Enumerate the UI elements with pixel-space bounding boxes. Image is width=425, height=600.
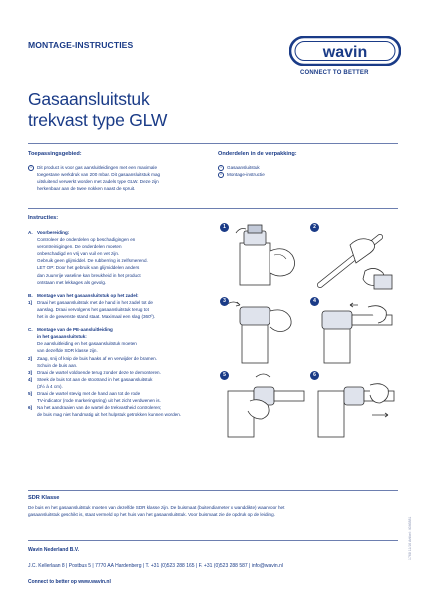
step-number: 5] xyxy=(28,390,33,396)
wavin-logo xyxy=(289,36,401,66)
toepassing-text xyxy=(28,164,213,192)
marker-2-icon: 2 xyxy=(218,172,224,178)
step-line: (3½ à 4 cm). xyxy=(37,383,63,389)
footer-slogan-link[interactable]: Connect to better op www.wavin.nl xyxy=(28,579,111,585)
instructies-section xyxy=(28,215,228,418)
onderdelen-item xyxy=(218,164,398,171)
step-c-2 xyxy=(28,355,228,369)
sdr-line: gasaansluitstuk geschikt is, staat vermeld op het huis van het gasaansluitstuk. Voor buismaat zie de opdruk op de leiding. xyxy=(28,512,275,518)
step-a xyxy=(28,229,228,286)
step-a-title: Voorbereiding: xyxy=(37,230,70,235)
step-c-4 xyxy=(28,376,228,390)
step-a-line: Controleer de onderdelen op beschadigingen en xyxy=(37,237,136,243)
step-number: 3] xyxy=(28,369,33,375)
divider-sdr xyxy=(28,490,398,491)
step-number: 4] xyxy=(28,376,33,382)
step-c xyxy=(28,326,228,354)
sdr-text xyxy=(28,504,400,518)
onderdelen-item xyxy=(218,171,398,178)
toepassing-heading: Toepassingsgebied: xyxy=(28,151,82,157)
sdr-section xyxy=(28,495,400,518)
toepassing-line: Dit product is voor gas aansluitleidingen met een maximale xyxy=(37,165,158,170)
step-number: 6] xyxy=(28,405,33,411)
figure-number-badge: 5 xyxy=(220,371,229,380)
figure-4 xyxy=(310,297,398,365)
sdr-line: De buis en het gasaansluitstuk moeten van dezelfde SDR klasse zijn. De buismaat (buitendiameter x wanddikte) waarvoor het xyxy=(28,505,285,510)
pull-test-illustration xyxy=(310,371,398,439)
onderdelen-section xyxy=(218,151,398,178)
fitting-hand-illustration xyxy=(220,223,308,291)
figure-number-badge: 1 xyxy=(220,223,229,232)
divider-top xyxy=(28,143,398,144)
step-a-line: onbeschadigd en vrij van vuil en vet zijn. xyxy=(37,251,120,257)
step-c-3 xyxy=(28,369,228,376)
step-b-label: B. xyxy=(28,292,33,298)
step-c-title: in het gasaansluitstuk: xyxy=(37,334,87,340)
title-line-1: Gasaansluitstuk xyxy=(28,89,150,109)
figure-number-badge: 3 xyxy=(220,297,229,306)
figure-number-badge: 6 xyxy=(310,371,319,380)
toepassing-line: herkenbaar aan de twee nokken naast de spruit. xyxy=(37,186,136,192)
step-number: 1] xyxy=(28,299,33,305)
step-a-label: A. xyxy=(28,230,33,235)
step-c-5 xyxy=(28,390,228,404)
step-line: aanslag. Draai vervolgens het gasaansluitstuk terug tot xyxy=(37,306,149,312)
step-line: Draai de wartel voldoende terug zonder deze te demonteren. xyxy=(37,369,161,375)
figure-1 xyxy=(220,223,308,291)
step-number: 2] xyxy=(28,355,33,361)
pipe-cutter-illustration xyxy=(310,223,398,291)
step-line: de buis mag niet handmatig uit het hulpstuk getrokken kunnen worden. xyxy=(37,412,182,418)
step-a-line: verontreinigingen. De onderdelen moeten xyxy=(37,244,122,250)
figure-5 xyxy=(220,371,308,439)
step-a-line: Gebruik geen glijmiddel. De rubberring is zelfsmerend. xyxy=(37,258,148,264)
step-a-line: LET OP: Door het gebruik van glijmiddelen anders xyxy=(37,265,140,271)
divider-middle xyxy=(28,208,398,209)
step-b-title: Montage van het gasaansluitstuk op het zadel: xyxy=(37,292,139,298)
step-line: TV-indicator (rode markeringsring) uit het zicht verdwenen is. xyxy=(37,398,161,404)
step-line: Steek de buis tot aan de stootrand in het gasaansluitstuk xyxy=(37,376,153,382)
step-line: Draai het gasaansluitstuk met de hand in het zadel tot de xyxy=(37,299,153,305)
step-c-title: Montage van de PE-aansluitleiding xyxy=(37,327,113,333)
figure-number-badge: 2 xyxy=(310,223,319,232)
figure-2 xyxy=(310,223,398,291)
title-line-2: trekvast type GLW xyxy=(28,110,168,130)
step-c-intro: van dezelfde SDR klasse zijn. xyxy=(37,348,98,354)
step-a-line: dan zuurvrije vaseline kan breukheid in het product xyxy=(37,272,141,278)
logo-wordmark: wavin xyxy=(322,44,368,61)
page-title xyxy=(28,89,167,131)
insert-pipe-illustration xyxy=(310,297,398,365)
loosen-nut-illustration xyxy=(220,297,308,365)
step-line: Draai de wartel stevig met de hand aan tot de rode xyxy=(37,390,141,396)
sdr-heading: SDR Klasse xyxy=(28,495,60,501)
document-header-label: MONTAGE-INSTRUCTIES xyxy=(28,40,134,50)
marker-1-icon: 1 xyxy=(28,165,34,171)
tighten-nut-illustration xyxy=(220,371,308,439)
figure-6 xyxy=(310,371,398,439)
toepassing-section xyxy=(28,151,213,192)
footer-company: Wavin Nederland B.V. xyxy=(28,547,80,553)
onderdelen-heading: Onderdelen in de verpakking: xyxy=(218,151,297,157)
step-line: het in de gewenste stand staat. Maximaal een slag (360º). xyxy=(37,314,156,320)
figure-3 xyxy=(220,297,308,365)
step-a-line: ontstaan met lekkages als gevolg. xyxy=(37,279,107,285)
onderdelen-item-label: Montage-instructie xyxy=(227,172,265,178)
step-line: Zaag, snij of knip de buis haaks af en verwijder de bramen. xyxy=(37,355,158,361)
tagline: CONNECT TO BETTER xyxy=(300,70,369,76)
figure-number-badge: 4 xyxy=(310,297,319,306)
instructies-heading: Instructies: xyxy=(28,215,59,221)
toepassing-line: toegestane werkdruk van 200 mbar. Dit gasaansluitstuk mag xyxy=(37,172,161,178)
step-c-intro: De aansluitleiding en het gasaansluitstuk moeten xyxy=(37,341,137,347)
toepassing-line: uitsluitend verwerkt worden met zadels type GLW. Deze zijn xyxy=(37,179,159,185)
side-code: 1768 11/16 Artikel: 4046881 xyxy=(408,516,412,560)
step-line: Na het aandraaien van de wartel de trekvastheid controleren; xyxy=(37,405,162,411)
marker-1-icon: 1 xyxy=(218,165,224,171)
step-c-label: C. xyxy=(28,327,33,333)
step-b-1 xyxy=(28,299,228,320)
footer-address: J.C. Kellerlaan 8 | Postbus 5 | 7770 AA Hardenberg | T. +31 (0)523 288 165 | F. +31 (0)523 288 587 | info@wavin.nl xyxy=(28,563,283,569)
step-b xyxy=(28,292,228,299)
step-line: Schuin de buis aan. xyxy=(37,362,78,368)
divider-footer xyxy=(28,540,398,541)
onderdelen-item-label: Gasaansluitstuk xyxy=(227,165,260,170)
